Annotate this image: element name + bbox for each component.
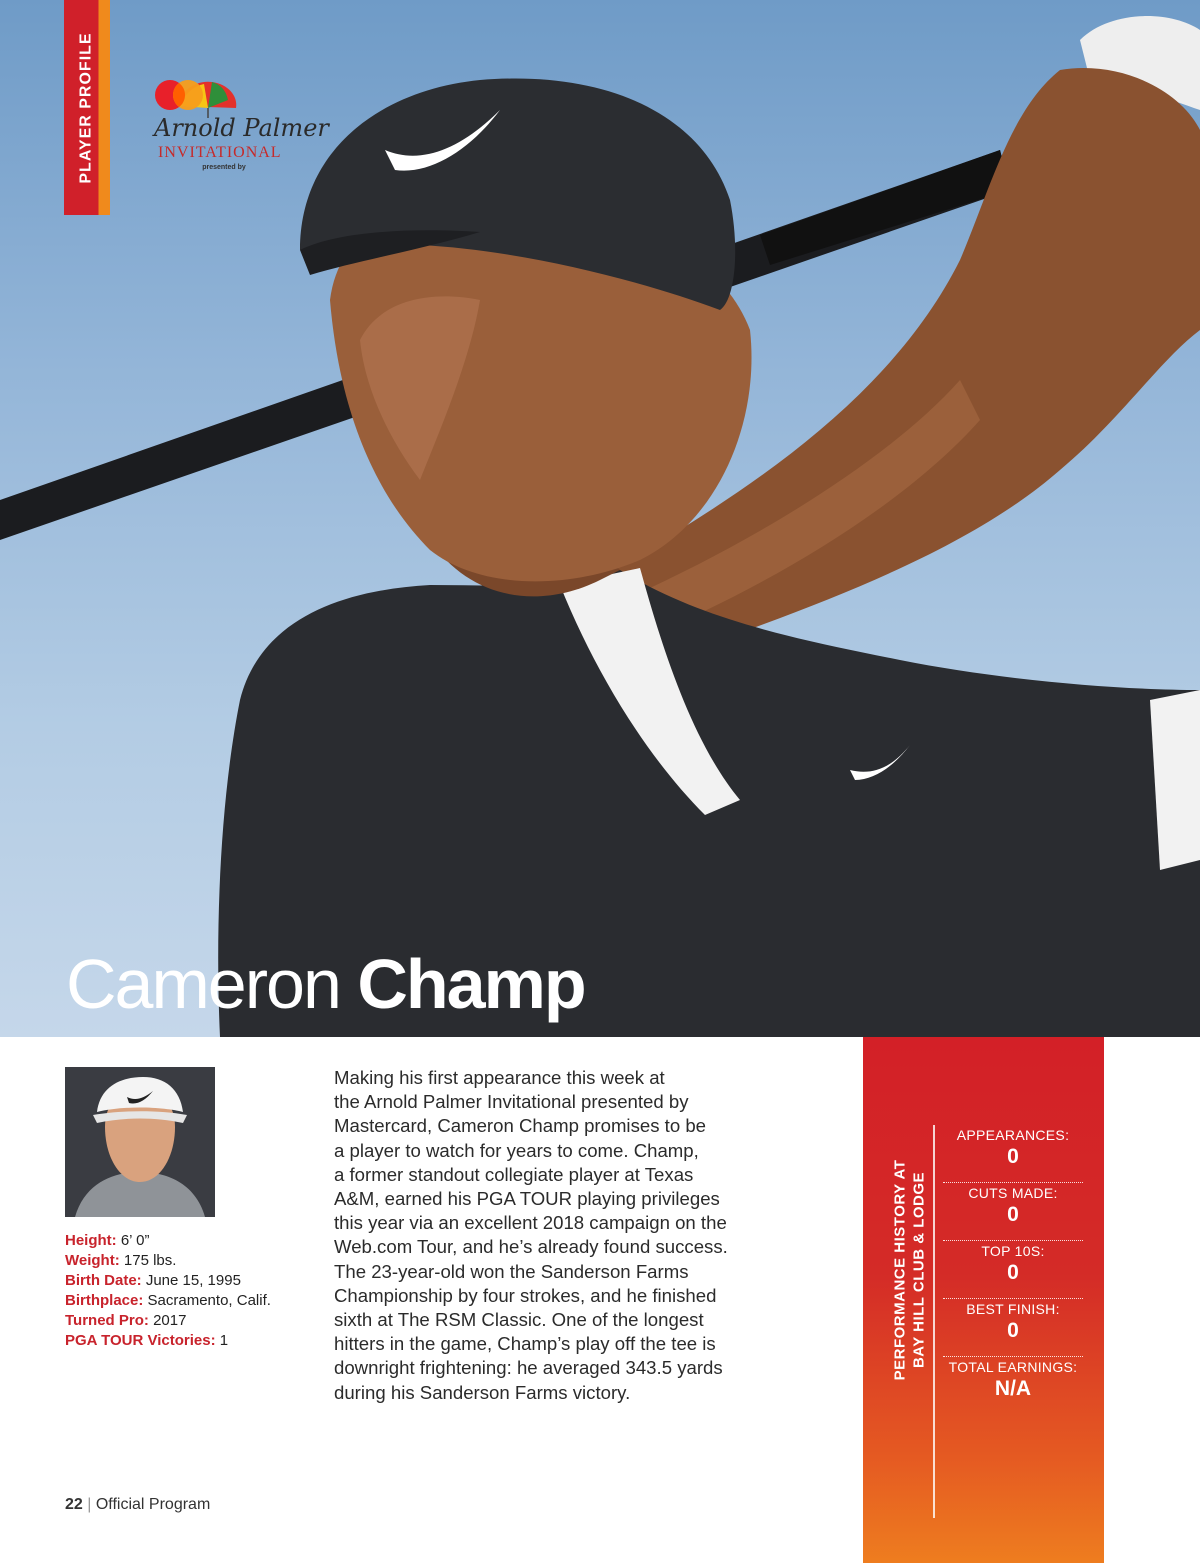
- player-last-name: Champ: [357, 945, 585, 1023]
- bio-line: this year via an excellent 2018 campaign on the: [334, 1212, 727, 1234]
- bio-line: The 23-year-old won the Sanderson Farms: [334, 1260, 689, 1282]
- bio-line: hitters in the game, Champ’s play off the tee is: [334, 1333, 716, 1355]
- logo-script-text: Arnold Palmer: [154, 114, 329, 142]
- stat-birthplace: Birthplace: Sacramento, Calif.: [65, 1292, 271, 1309]
- player-name: [66, 944, 585, 1024]
- metric-appearances: APPEARANCES: 0: [943, 1125, 1083, 1183]
- mastercard-logo-icon: [150, 78, 208, 112]
- bio-line: sixth at The RSM Classic. One of the longest: [334, 1309, 704, 1331]
- metric-top-10s: TOP 10S: 0: [943, 1241, 1083, 1299]
- page-footer: [65, 1496, 210, 1514]
- player-headshot: [65, 1067, 215, 1217]
- headshot-illustration: [65, 1067, 215, 1217]
- bio-line: Mastercard, Cameron Champ promises to be: [334, 1115, 707, 1137]
- section-tab-label: PLAYER PROFILE: [78, 31, 95, 184]
- bio-line: a former standout collegiate player at Texas: [334, 1163, 694, 1185]
- metric-best-finish: BEST FINISH: 0: [943, 1299, 1083, 1357]
- footer-separator: |: [87, 1496, 92, 1513]
- bio-line: Making his first appearance this week at: [334, 1067, 665, 1088]
- bio-line: a player to watch for years to come. Champ,: [334, 1139, 699, 1161]
- bio-line: A&M, earned his PGA TOUR playing privileges: [334, 1188, 720, 1210]
- stat-victories: PGA TOUR Victories: 1: [65, 1332, 229, 1349]
- metric-cuts-made: CUTS MADE: 0: [943, 1183, 1083, 1241]
- bio-line: during his Sanderson Farms victory.: [334, 1381, 631, 1403]
- logo-event-text: INVITATIONAL: [158, 144, 282, 161]
- bio-line: the Arnold Palmer Invitational presented by: [334, 1091, 689, 1113]
- bio-line: downright frightening: he averaged 343.5 yards: [334, 1357, 723, 1379]
- stat-birth-date: Birth Date: June 15, 1995: [65, 1272, 241, 1289]
- stat-height: Height: 6’ 0”: [65, 1232, 150, 1249]
- player-stats-list: [65, 1231, 271, 1351]
- player-biography: [334, 1066, 818, 1405]
- publication-name: Official Program: [95, 1496, 211, 1513]
- section-tab: [64, 0, 110, 215]
- stat-turned-pro: Turned Pro: 2017: [65, 1312, 187, 1329]
- panel-divider: [933, 1125, 935, 1518]
- performance-title-line2: BAY HILL CLUB & LODGE: [910, 1171, 927, 1369]
- logo-presented-text: presented by: [202, 164, 246, 171]
- performance-history-panel: [863, 1037, 1104, 1563]
- bio-line: Web.com Tour, and he’s already found success.: [334, 1236, 728, 1258]
- performance-metrics: [943, 1125, 1083, 1415]
- player-first-name: Cameron: [66, 945, 340, 1023]
- stat-weight: Weight: 175 lbs.: [65, 1252, 177, 1269]
- bio-line: Championship by four strokes, and he finished: [334, 1284, 717, 1306]
- performance-panel-title: [879, 1125, 939, 1415]
- metric-total-earnings: TOTAL EARNINGS: N/A: [948, 1359, 1078, 1400]
- page-number: 22: [65, 1496, 83, 1513]
- performance-title-line1: PERFORMANCE HISTORY AT: [891, 1159, 908, 1381]
- tournament-logo: [150, 78, 329, 213]
